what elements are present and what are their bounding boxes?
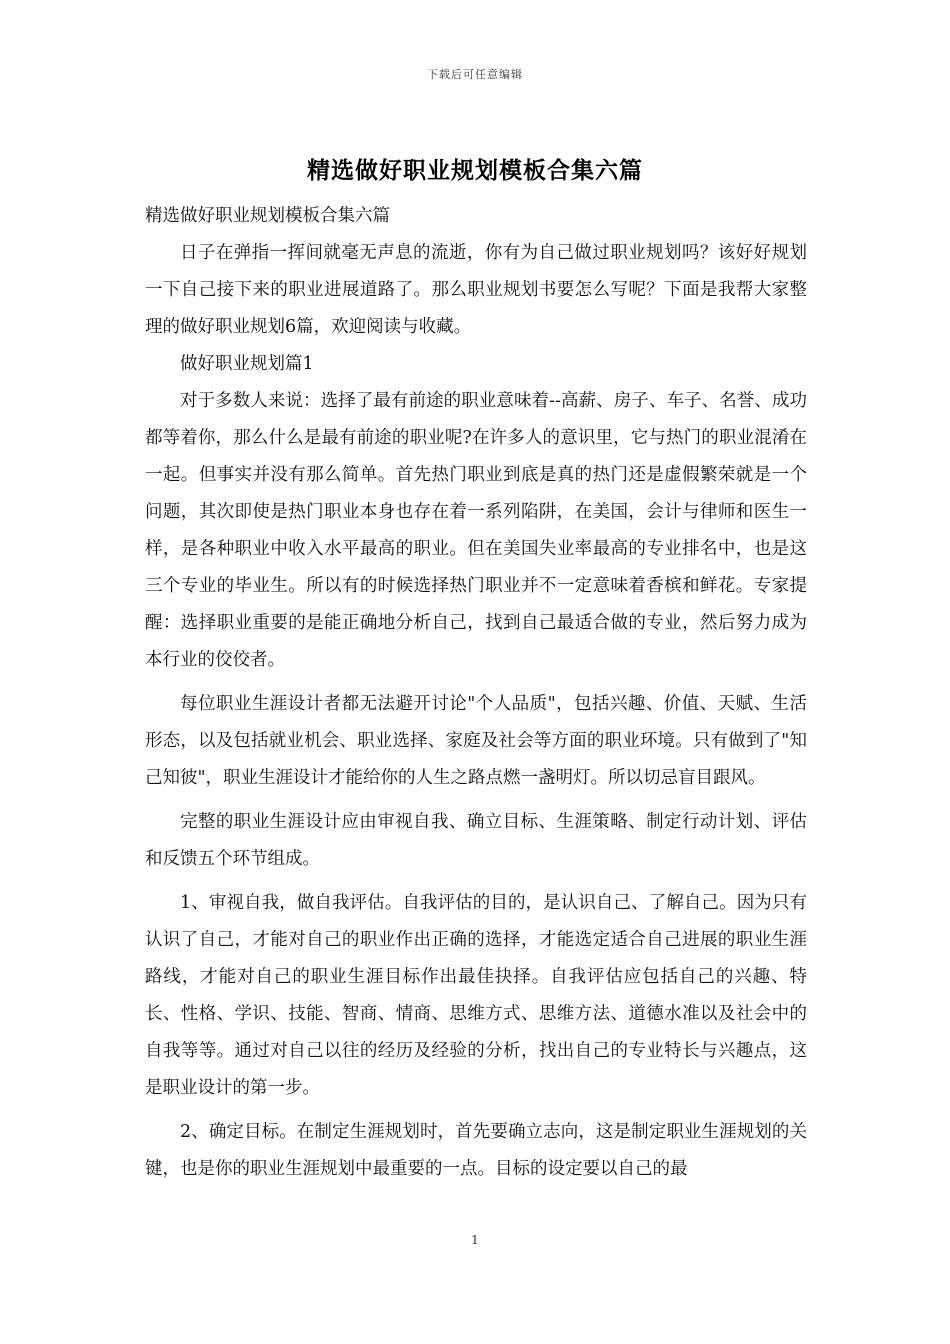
body-paragraph: 完整的职业生涯设计应由审视自我、确立目标、生涯策略、制定行动计划、评估和反馈五个环节组成。	[145, 812, 807, 869]
body-paragraph: 对于多数人来说：选择了最有前途的职业意味着--高薪、房子、车子、名誉、成功都等着你，那么什么是最有前途的职业呢?在许多人的意识里，它与热门的职业混淆在一起。但事实并没有那么简单。首先热门职业到底是真的热门还是虚假繁荣就是一个问题，其次即使是热门职业本身也存在着一系列陷阱，在美国，会计与律师和医生一样，是各种职业中收入水平最高的职业。但在美国失业率最高的专业排名中，也是这三个专业的毕业生。所以有的时候选择热门职业并不一定意味着香槟和鲜花。专家提醒：选择职业重要的是能正确地分析自己，找到自己最适合做的专业，然后努力成为本行业的佼佼者。	[145, 391, 807, 670]
page-number: 1	[471, 1233, 479, 1247]
header-note: 下载后可任意编辑	[427, 68, 523, 81]
intro-paragraph: 日子在弹指一挥间就毫无声息的流逝，你有为自己做过职业规划吗？该好好规划一下自己接下来的职业进展道路了。那么职业规划书要怎么写呢？下面是我帮大家整理的做好职业规划6篇，欢迎阅读与收藏。	[145, 243, 807, 337]
section-heading: 做好职业规划篇1	[180, 354, 314, 374]
body-paragraph: 每位职业生涯设计者都无法避开讨论"个人品质"，包括兴趣、价值、天赋、生活形态，以及包括就业机会、职业选择、家庭及社会等方面的职业环境。只有做到了"知己知彼"，职业生涯设计才能给你的人生之路点燃一盏明灯。所以切忌盲目跟风。	[145, 694, 807, 788]
document-title: 精选做好职业规划模板合集六篇	[307, 157, 643, 184]
body-paragraph: 1、审视自我，做自我评估。自我评估的目的，是认识自己、了解自己。因为只有认识了自己，才能对自己的职业作出正确的选择，才能选定适合自己进展的职业生涯路线，才能对自己的职业生涯目标作出最佳抉择。自我评估应包括自己的兴趣、特长、性格、学识、技能、智商、情商、思维方式、思维方法、道德水准以及社会中的自我等等。通过对自己以往的经历及经验的分析，找出自己的专业特长与兴趣点，这是职业设计的第一步。	[145, 893, 807, 1098]
body-paragraph: 2、确定目标。在制定生涯规划时，首先要确立志向，这是制定职业生涯规划的关键，也是你的职业生涯规划中最重要的一点。目标的设定要以自己的最	[145, 1122, 807, 1179]
document-body	[145, 198, 807, 1188]
subtitle-paragraph: 精选做好职业规划模板合集六篇	[145, 206, 390, 226]
